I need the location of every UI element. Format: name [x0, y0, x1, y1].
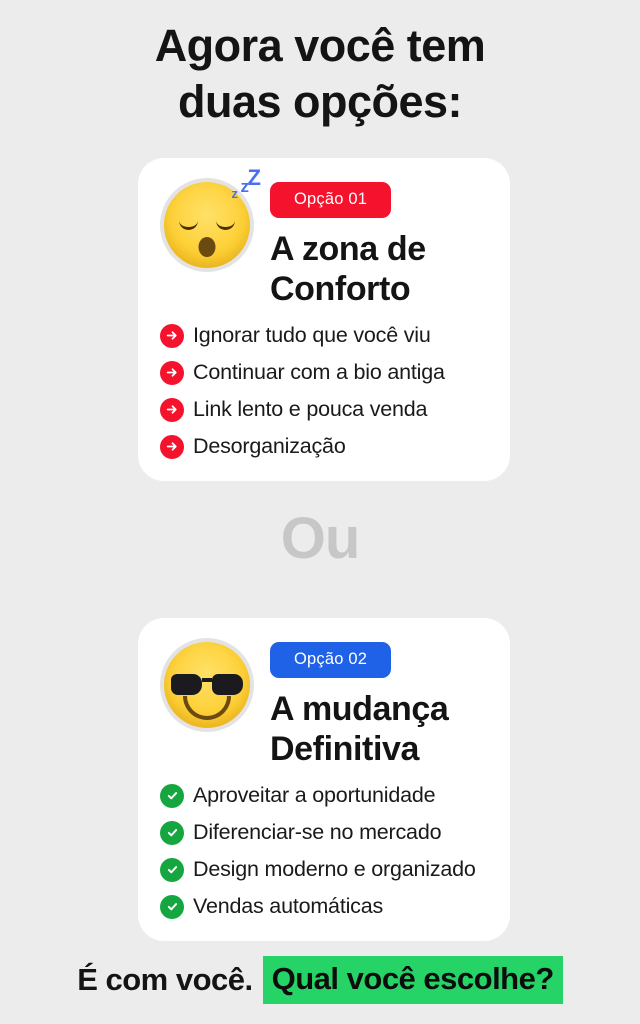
arrow-right-icon [160, 324, 184, 348]
check-circle-icon [160, 821, 184, 845]
eye-right [216, 218, 235, 230]
list-item-label: Aproveitar a oportunidade [193, 782, 436, 807]
divider-label: Ou [280, 506, 360, 571]
list-item-label: Ignorar tudo que você viu [193, 322, 431, 347]
zzz-icon-large: Z [247, 165, 261, 190]
list-item [160, 324, 488, 348]
zzz-icon-medium: z [240, 177, 249, 196]
card-title-line-2: Conforto [270, 269, 411, 308]
footer [0, 956, 640, 1004]
page-title-line-1: Agora você tem [154, 20, 486, 71]
card-header [160, 638, 488, 770]
list-item-label: Link lento e pouca venda [193, 396, 428, 421]
lens-left [171, 674, 202, 695]
bullet-list-2 [160, 784, 488, 919]
card-header [160, 165, 488, 310]
check-circle-icon [160, 858, 184, 882]
list-item [160, 398, 488, 422]
option-card-1 [138, 158, 510, 481]
arrow-right-icon [160, 361, 184, 385]
list-item-label: Continuar com a bio antiga [193, 359, 445, 384]
footer-highlight: Qual você escolhe? [263, 956, 563, 1004]
arrow-right-icon [160, 435, 184, 459]
emoji-face [164, 165, 261, 268]
card-title-1 [270, 230, 488, 310]
footer-text: É com você. [77, 962, 253, 997]
sunglasses-icon [169, 674, 245, 695]
list-item [160, 361, 488, 385]
list-item [160, 895, 488, 919]
sunglasses-face-emoji [160, 638, 254, 732]
list-item [160, 435, 488, 459]
card-title-line-2: Definitiva [270, 729, 420, 768]
lens-right [212, 674, 243, 695]
lens-bridge [202, 678, 212, 682]
eye-left [179, 218, 198, 230]
bullet-list-1 [160, 324, 488, 459]
page-title [0, 0, 640, 131]
list-item [160, 858, 488, 882]
card-title-line-1: A zona de [270, 230, 426, 268]
list-item-label: Desorganização [193, 433, 346, 458]
sleeping-face-emoji [160, 165, 261, 272]
emoji-face [164, 642, 250, 728]
option-card-2 [138, 618, 510, 941]
zzz-icon-small: z [231, 186, 238, 201]
check-circle-icon [160, 895, 184, 919]
card-header-text [270, 178, 488, 310]
option-badge-2: Opção 02 [270, 642, 391, 678]
option-badge-1: Opção 01 [270, 182, 391, 218]
smile [183, 696, 231, 720]
arrow-right-icon [160, 398, 184, 422]
card-title-line-1: A mudança [270, 690, 449, 728]
mouth [199, 237, 216, 257]
list-item [160, 821, 488, 845]
list-item-label: Design moderno e organizado [193, 856, 476, 881]
list-item-label: Diferenciar-se no mercado [193, 819, 442, 844]
card-header-text [270, 638, 488, 770]
page-title-line-2: duas opções: [177, 76, 463, 128]
list-item [160, 784, 488, 808]
check-circle-icon [160, 784, 184, 808]
list-item-label: Vendas automáticas [193, 893, 384, 918]
card-title-2 [270, 690, 488, 770]
